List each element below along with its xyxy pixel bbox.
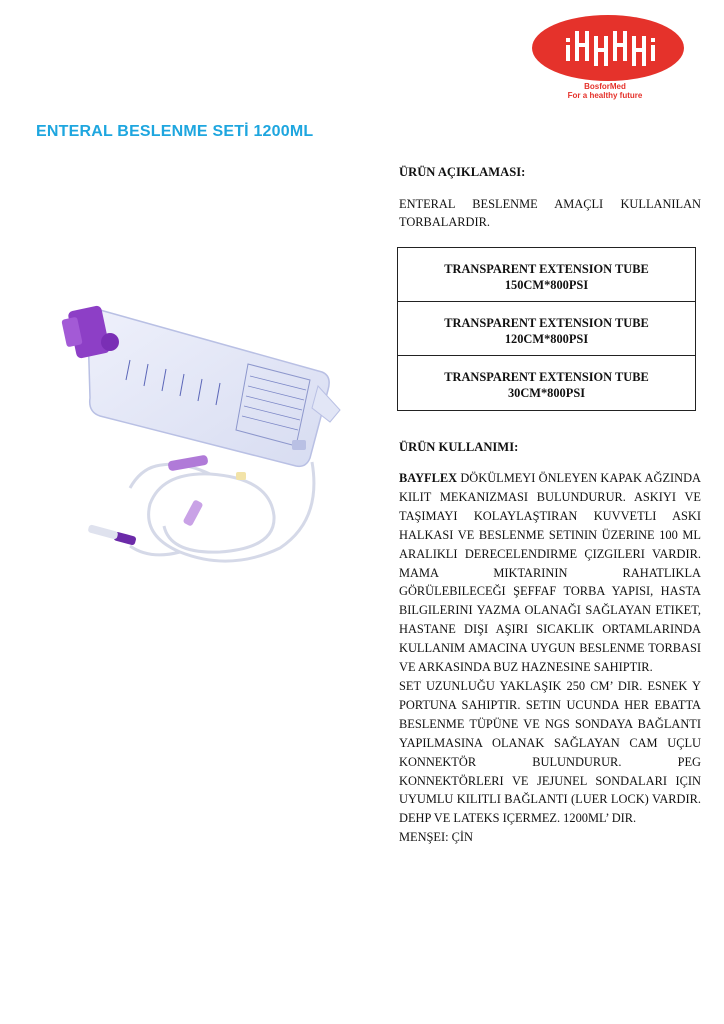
description-heading: ÜRÜN AÇIKLAMASI: [399, 165, 526, 179]
usage-brand: BAYFLEX [399, 471, 458, 485]
description-text: ENTERAL BESLENME AMAÇLI KULLANILAN TORBALARDIR. [399, 197, 701, 229]
specs-row [398, 356, 695, 410]
logo-tagline: For a healthy future [567, 91, 643, 100]
usage-paragraph-2: SET UZUNLUĞU YAKLAŞIK 250 CM’ DIR. ESNEK Y PORTUNA SAHIPTIR. SETIN UCUNDA HER EBATTA BESLENME TÜPÜNE VE NGS SONDAYA BAĞLANTI YAPILMASINA OLANAK SAĞLAYAN CAM UÇLU KONNEKTÖR BULUNDURUR. PEG KONNEKTÖRLERI VE JEJUNEL SONDALARI IÇIN UYUMLU KILITLI BAĞLANTI (LUER LOCK) VARDIR. DEHP VE LATEKS IÇERMEZ. 1200ML’ DIR. [399, 678, 701, 826]
specs-row-line2: 150CM*800PSI [504, 277, 589, 292]
specs-row-line2: 30CM*800PSI [507, 386, 586, 400]
specs-row-line1: TRANSPARENT EXTENSION TUBE [444, 315, 649, 330]
usage-origin: MENŞEI: ÇİN [399, 830, 473, 845]
logo-name: BosforMed [584, 82, 626, 91]
specs-row [398, 248, 695, 302]
enteral-feeding-bag-image [60, 290, 350, 570]
usage-paragraph-1-text: DÖKÜLMEYI ÖNLEYEN KAPAK AĞZINDA KILIT MEKANIZMASI BULUNDURUR. ASKIYI VE TAŞIMAYI KOLAYLAŞTIRAN KUVVETLI ASKI HALKASI VE BESLENME SETININ ÜZERINE 100 ML ARALIKLI DERECELENDIRME ÇIZGILERI VARDIR. MAMA MIKTARININ RAHATLIKLA GÖRÜLEBILECEĞI ŞEFFAF TORBA YAPISI, HASTA BILGILERINI YAZMA OLANAĞI SAĞLAYAN ETIKET, HASTANE DIŞI AŞIRI SICAKLIK ORTAMLARINDA KULLANIM AMACINA UYGUN BESLENME TORBASI VE ARKASINDA BUZ HAZNESINE SAHIPTIR. [399, 471, 701, 675]
bosformed-logo [530, 14, 692, 100]
usage-paragraph-1 [399, 469, 701, 677]
specs-table [397, 247, 696, 411]
bosformed-logo-icon [530, 14, 692, 84]
specs-row-line1: TRANSPARENT EXTENSION TUBE [444, 370, 649, 384]
usage-heading: ÜRÜN KULLANIMI: [399, 440, 519, 454]
product-image [60, 290, 350, 570]
specs-row-line2: 120CM*800PSI [504, 331, 589, 346]
specs-row [398, 302, 695, 356]
usage-text [399, 469, 701, 847]
specs-row-line1: TRANSPARENT EXTENSION TUBE [444, 261, 649, 276]
page-title: ENTERAL BESLENME SETİ 1200ML [36, 123, 314, 140]
